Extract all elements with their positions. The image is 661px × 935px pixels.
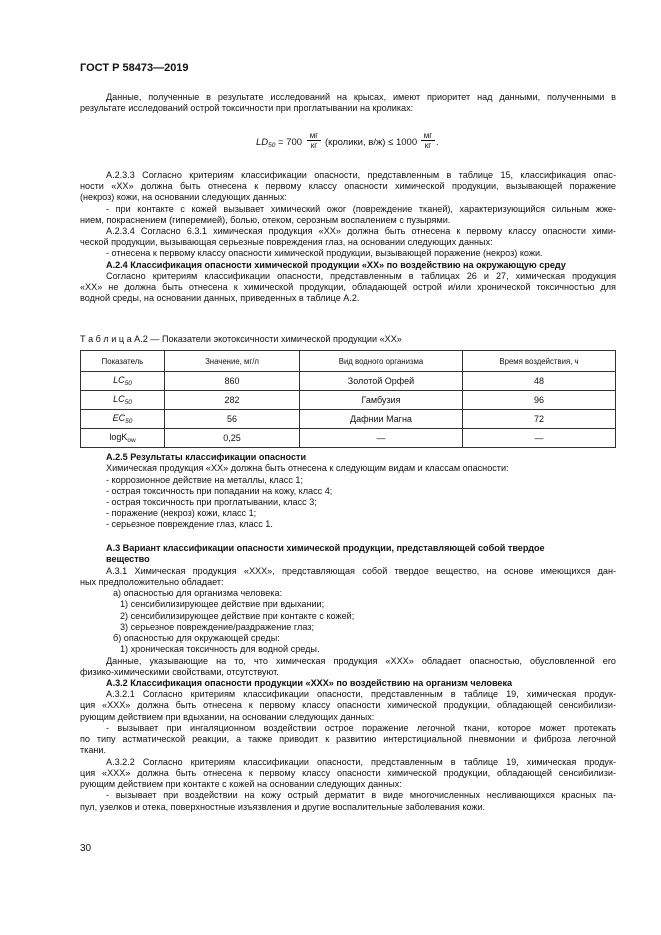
paragraph-line: Данные, полученные в результате исследований на крысах, имеют приоритет над данными, полученными в bbox=[106, 92, 616, 102]
table-row bbox=[81, 391, 616, 410]
list-item: 2) сенсибилизирующее действие при контакте с кожей; bbox=[120, 611, 355, 621]
list-item: - острая токсичность при попадании на кожу, класс 4; bbox=[106, 486, 333, 496]
section-heading: А.2.5 Результаты классификации опасности bbox=[106, 452, 307, 462]
column-header: Показатель bbox=[81, 351, 165, 372]
section-heading: А.3.2 Классификация опасности продукции «ХХХ» по воздействию на организм человека bbox=[106, 678, 513, 688]
value-cell: 860 bbox=[165, 372, 300, 391]
paragraph-line: - отнесена к первому классу опасности химической продукции, вызывающей поражение (некроз) кожи. bbox=[106, 248, 543, 258]
paragraph-line: ности «ХХ» должна быть отнесена к первому классу опасности химической продукции, вызывающей поражение bbox=[80, 181, 616, 191]
document-header: ГОСТ Р 58473—2019 bbox=[80, 62, 189, 74]
paragraph-line: ных предположительно обладает: bbox=[80, 577, 224, 587]
paragraph-line: - вызывает при воздействии на кожу острый дерматит в виде многочисленных несливающихся красных па- bbox=[106, 790, 616, 800]
paragraph-line: (некроз) кожи, на основании следующих данных: bbox=[80, 192, 287, 202]
list-item: - поражение (некроз) кожи, класс 1; bbox=[106, 508, 257, 518]
paragraph-line: рующим действием при вдыхании, на основании следующих данных: bbox=[80, 712, 375, 722]
formula-unit: мг кг bbox=[307, 131, 321, 150]
value-cell: 282 bbox=[165, 391, 300, 410]
paragraph-line: по типу астматической реакции, а также приводит к развитию интерстициальной пневмонии и фиброза легочной bbox=[80, 734, 616, 744]
organism-cell: — bbox=[300, 429, 463, 448]
list-item: б) опасностью для окружающей среды: bbox=[113, 633, 280, 643]
formula-unit-2: мг кг bbox=[421, 131, 435, 150]
paragraph-line: ция «ХХХ» должна быть отнесена к первому классу опасности химической продукции, обладающей сенсибилизи- bbox=[80, 700, 616, 710]
paragraph-line: водной среды, на основании данных, приведенных в таблице А.2. bbox=[80, 293, 360, 303]
paragraph-line: физико-химическими свойствами, отсутствуют. bbox=[80, 667, 279, 677]
indicator-cell: $LC_{50}$ bbox=[81, 372, 165, 391]
paragraph-line: - при контакте с кожей вызывает химический ожог (повреждение тканей), характеризующийся сильным жже- bbox=[106, 204, 616, 214]
time-cell: 72 bbox=[463, 410, 616, 429]
paragraph-line: Согласно критериям классификации опасности, представленным в таблицах 26 и 27, химическая продукция bbox=[106, 271, 616, 281]
paragraph-line: ческой продукции, вызывающая серьезные повреждения глаз, на основании следующих данных: bbox=[80, 237, 493, 247]
formula-lhs: $LD_{50}$ bbox=[256, 137, 276, 149]
list-item: 1) хроническая токсичность для водной среды. bbox=[120, 644, 320, 654]
column-header: Значение, мг/л bbox=[165, 351, 300, 372]
organism-cell: Золотой Орфей bbox=[300, 372, 463, 391]
indicator-cell: logK$_{ow}$ bbox=[81, 429, 165, 448]
paragraph-line: А.2.3.4 Согласно 6.3.1 химическая продукция «ХХ» должна быть отнесена к первому классу опасности хими- bbox=[106, 226, 616, 236]
section-heading: А.2.4 Классификация опасности химической продукции «ХХ» по воздействию на окружающую среду bbox=[106, 260, 566, 270]
paragraph-line: результате исследований острой токсичности при проглатывании на кроликах: bbox=[80, 103, 414, 113]
ld50-formula bbox=[80, 128, 616, 158]
indicator-cell: $EC_{50}$ bbox=[81, 410, 165, 429]
time-cell: — bbox=[463, 429, 616, 448]
page-number: 30 bbox=[80, 843, 92, 854]
column-header: Время воздействия, ч bbox=[463, 351, 616, 372]
paragraph-line: рующим действием при контакте с кожей на основании следующих данных: bbox=[80, 779, 402, 789]
table-row bbox=[81, 429, 616, 448]
list-item: 3) серьезное повреждение/раздражение глаз; bbox=[120, 622, 314, 632]
paragraph-line: пул, узелков и отека, поверхностные изъязвления и другие воспалительные заболевания кожи. bbox=[80, 802, 486, 812]
table-row bbox=[81, 410, 616, 429]
paragraph-line: «ХХ» не должна быть отнесена к химической продукции, обладающей острой и/или хронической токсичностью для bbox=[80, 282, 616, 292]
time-cell: 96 bbox=[463, 391, 616, 410]
paragraph-line: А.3.2.2 Согласно критериям классификации опасности, представленным в таблице 19, химическая продук- bbox=[106, 757, 616, 767]
paragraph-line: - вызывает при ингаляционном воздействии острое поражение легочной ткани, которое может протекать bbox=[106, 723, 616, 733]
ecotoxicity-table bbox=[80, 350, 616, 448]
indicator-cell: $LC_{50}$ bbox=[81, 391, 165, 410]
list-item: - коррозионное действие на металлы, класс 1; bbox=[106, 475, 303, 485]
list-item: - острая токсичность при проглатывании, класс 3; bbox=[106, 497, 317, 507]
paragraph-line: А.2.3.3 Согласно критериям классификации опасности, представленным в таблице 15, классификация опас- bbox=[106, 170, 616, 180]
time-cell: 48 bbox=[463, 372, 616, 391]
paragraph-line: ция «ХХХ» должна быть отнесена к первому классу опасности химической продукции, обладающей сенсибилизи- bbox=[80, 768, 616, 778]
paragraph-line: ткани. bbox=[80, 745, 107, 755]
table-caption: Т а б л и ц а А.2 — Показатели экотоксичности химической продукции «ХХ» bbox=[80, 334, 402, 344]
paragraph-line: Данные, указывающие на то, что химическая продукция «ХХХ» обладает опасностью, обусловленной его bbox=[106, 656, 616, 666]
organism-cell: Дафнии Магна bbox=[300, 410, 463, 429]
paragraph-line: А.3.2.1 Согласно критериям классификации опасности, представленным в таблице 19, химическая продук- bbox=[106, 689, 616, 699]
table-header-row bbox=[81, 351, 616, 372]
formula-end: . bbox=[436, 137, 439, 148]
value-cell: 56 bbox=[165, 410, 300, 429]
formula-eq: = 700 bbox=[278, 137, 303, 148]
column-header: Вид водного организма bbox=[300, 351, 463, 372]
table-row bbox=[81, 372, 616, 391]
value-cell: 0,25 bbox=[165, 429, 300, 448]
formula-mid: (кролики, в/ж) ≤ 1000 bbox=[325, 137, 418, 148]
section-heading: вещество bbox=[106, 554, 150, 564]
paragraph-line: Химическая продукция «ХХ» должна быть отнесена к следующим видам и классам опасности: bbox=[106, 463, 509, 473]
organism-cell: Гамбузия bbox=[300, 391, 463, 410]
section-heading: А.3 Вариант классификации опасности химической продукции, представляющей собой твердое bbox=[106, 543, 545, 553]
list-item: - серьезное повреждение глаз, класс 1. bbox=[106, 519, 273, 529]
list-item: 1) сенсибилизирующее действие при вдыхании; bbox=[120, 599, 325, 609]
list-item: а) опасностью для организма человека: bbox=[113, 588, 283, 598]
paragraph-line: А.3.1 Химическая продукция «ХХХ», представляющая собой твердое вещество, на основе имеющихся дан- bbox=[106, 566, 616, 576]
paragraph-line: нием, покраснением (гиперемией), болью, отеком, серозным воспалением с пузырями. bbox=[80, 215, 451, 225]
